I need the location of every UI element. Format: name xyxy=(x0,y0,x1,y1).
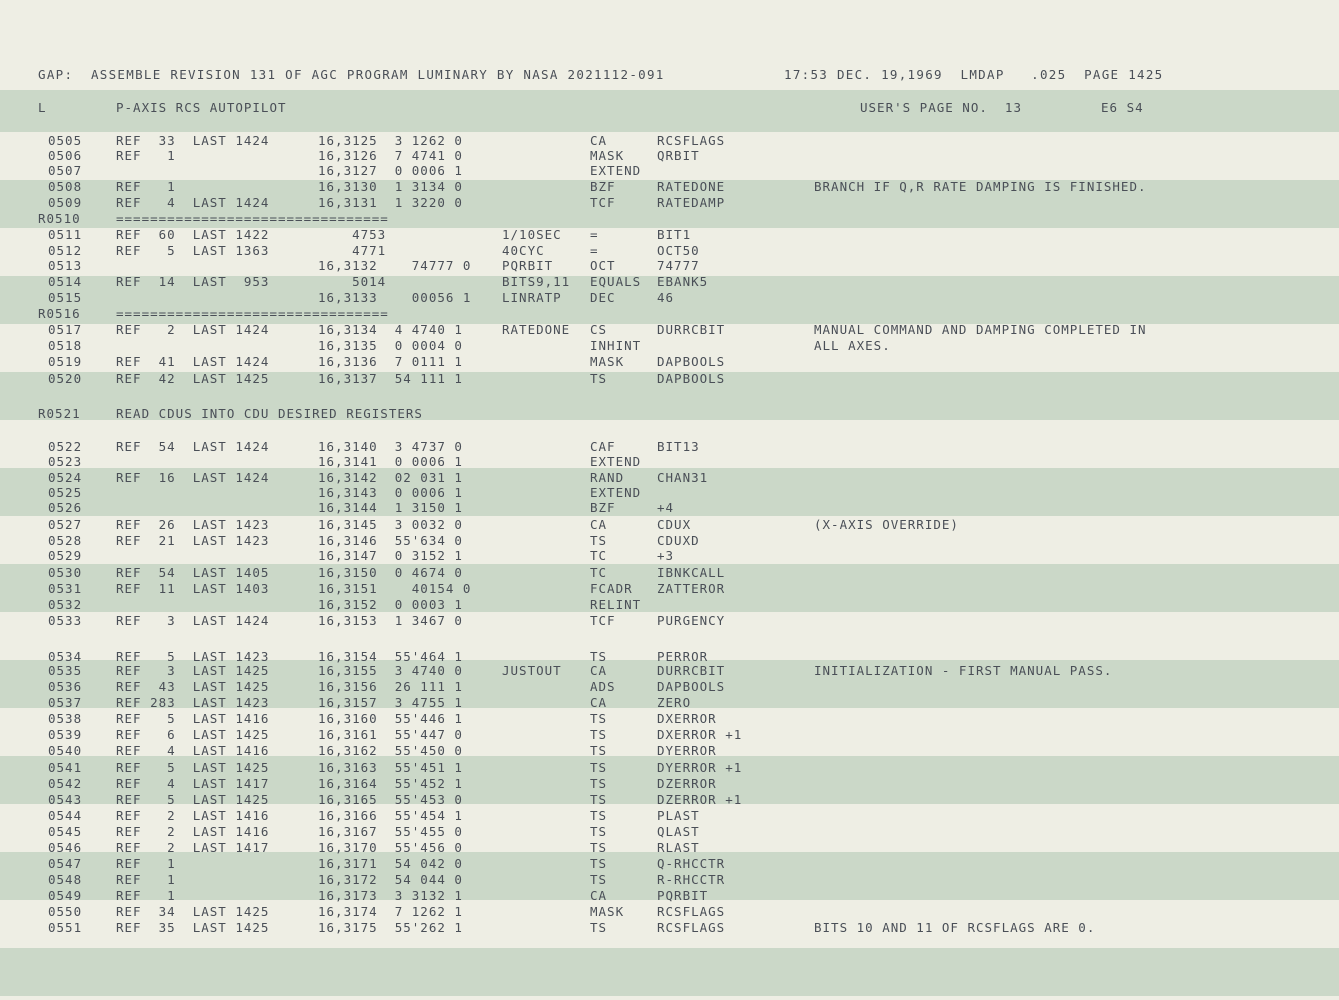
line-number: 0520 xyxy=(48,371,83,386)
operand: RCSFLAGS xyxy=(657,133,726,148)
opcode: MASK xyxy=(590,354,625,369)
operand: Q-RHCCTR xyxy=(657,856,726,871)
address-word: 16,3175 55'262 1 xyxy=(318,920,463,935)
operand: PQRBIT xyxy=(657,888,709,903)
line-number: 0512 xyxy=(48,243,83,258)
operand: ZATTEROR xyxy=(657,581,726,596)
opcode: CA xyxy=(590,133,608,148)
line-number: 0517 xyxy=(48,322,83,337)
line-number: 0526 xyxy=(48,500,83,515)
operand: BIT13 xyxy=(657,439,700,454)
line-number: 0550 xyxy=(48,904,83,919)
reference-info: REF 5 LAST 1416 xyxy=(116,711,270,726)
line-number: 0525 xyxy=(48,485,83,500)
section-code: E6 S4 xyxy=(1101,100,1144,115)
line-number: 0536 xyxy=(48,679,83,694)
reference-info: REF 42 LAST 1425 xyxy=(116,371,270,386)
symbol-label: 1/10SEC xyxy=(502,227,562,242)
line-number: R0516 xyxy=(38,306,81,321)
opcode: EXTEND xyxy=(590,454,642,469)
reference-info: REF 43 LAST 1425 xyxy=(116,679,270,694)
address-word: 16,3160 55'446 1 xyxy=(318,711,463,726)
operand: RCSFLAGS xyxy=(657,920,726,935)
line-number: 0530 xyxy=(48,565,83,580)
operand: DXERROR xyxy=(657,711,717,726)
reference-info: REF 11 LAST 1403 xyxy=(116,581,270,596)
operand: RCSFLAGS xyxy=(657,904,726,919)
line-number: 0551 xyxy=(48,920,83,935)
opcode: RAND xyxy=(590,470,625,485)
reference-info: REF 2 LAST 1417 xyxy=(116,840,270,855)
green-bar-band xyxy=(0,948,1339,996)
line-number: 0549 xyxy=(48,888,83,903)
address-word: 16,3145 3 0032 0 xyxy=(318,517,463,532)
reference-info: REF 1 xyxy=(116,888,176,903)
operand: CDUXD xyxy=(657,533,700,548)
line-number: 0544 xyxy=(48,808,83,823)
opcode: INHINT xyxy=(590,338,642,353)
address-word: 16,3173 3 3132 1 xyxy=(318,888,463,903)
address-word: 16,3170 55'456 0 xyxy=(318,840,463,855)
reference-info: REF 2 LAST 1424 xyxy=(116,322,270,337)
operand: QLAST xyxy=(657,824,700,839)
print-header-left: GAP: ASSEMBLE REVISION 131 OF AGC PROGRAM LUMINARY BY NASA 2021112-091 xyxy=(38,67,665,82)
line-number: 0538 xyxy=(48,711,83,726)
operand: DYERROR +1 xyxy=(657,760,743,775)
operand: PLAST xyxy=(657,808,700,823)
address-word: 16,3126 7 4741 0 xyxy=(318,148,463,163)
comment: ALL AXES. xyxy=(814,338,891,353)
operand: BIT1 xyxy=(657,227,692,242)
opcode: MASK xyxy=(590,148,625,163)
line-number: R0510 xyxy=(38,211,81,226)
operand: IBNKCALL xyxy=(657,565,726,580)
line-number: 0528 xyxy=(48,533,83,548)
reference-info: REF 1 xyxy=(116,179,176,194)
reference-info: REF 5 LAST 1423 xyxy=(116,649,270,664)
line-number: 0541 xyxy=(48,760,83,775)
line-number: 0522 xyxy=(48,439,83,454)
line-number: 0532 xyxy=(48,597,83,612)
comment: BITS 10 AND 11 OF RCSFLAGS ARE 0. xyxy=(814,920,1096,935)
operand: CDUX xyxy=(657,517,692,532)
opcode: ADS xyxy=(590,679,616,694)
line-number: 0531 xyxy=(48,581,83,596)
operand: DAPBOOLS xyxy=(657,354,726,369)
reference-info: REF 4 LAST 1417 xyxy=(116,776,270,791)
section-title: P-AXIS RCS AUTOPILOT xyxy=(116,100,287,115)
address-word: 16,3165 55'453 0 xyxy=(318,792,463,807)
operand: DXERROR +1 xyxy=(657,727,743,742)
opcode: TS xyxy=(590,872,608,887)
reference-info: REF 21 LAST 1423 xyxy=(116,533,270,548)
line-number: 0508 xyxy=(48,179,83,194)
operand: DZERROR xyxy=(657,776,717,791)
line-number: 0535 xyxy=(48,663,83,678)
line-number: 0506 xyxy=(48,148,83,163)
opcode: CAF xyxy=(590,439,616,454)
reference-info: REF 35 LAST 1425 xyxy=(116,920,270,935)
opcode: DEC xyxy=(590,290,616,305)
reference-info: ================================ xyxy=(116,211,389,226)
symbol-label: PQRBIT xyxy=(502,258,554,273)
operand: 46 xyxy=(657,290,675,305)
opcode: CA xyxy=(590,663,608,678)
address-word: 16,3162 55'450 0 xyxy=(318,743,463,758)
address-word: 16,3132 74777 0 xyxy=(318,258,472,273)
line-number: 0540 xyxy=(48,743,83,758)
reference-info: REF 2 LAST 1416 xyxy=(116,824,270,839)
line-number: 0542 xyxy=(48,776,83,791)
line-number: 0505 xyxy=(48,133,83,148)
operand: QRBIT xyxy=(657,148,700,163)
symbol-label: 40CYC xyxy=(502,243,545,258)
line-number: 0519 xyxy=(48,354,83,369)
reference-info: REF 34 LAST 1425 xyxy=(116,904,270,919)
line-number: 0523 xyxy=(48,454,83,469)
line-number: 0515 xyxy=(48,290,83,305)
opcode: TS xyxy=(590,533,608,548)
line-number: 0527 xyxy=(48,517,83,532)
address-word: 16,3152 0 0003 1 xyxy=(318,597,463,612)
address-word: 16,3171 54 042 0 xyxy=(318,856,463,871)
opcode: TC xyxy=(590,565,608,580)
reference-info: REF 3 LAST 1425 xyxy=(116,663,270,678)
comment: MANUAL COMMAND AND DAMPING COMPLETED IN xyxy=(814,322,1147,337)
comment: (X-AXIS OVERRIDE) xyxy=(814,517,959,532)
address-word: 16,3135 0 0004 0 xyxy=(318,338,463,353)
address-word: 16,3136 7 0111 1 xyxy=(318,354,463,369)
address-word: 16,3156 26 111 1 xyxy=(318,679,463,694)
address-word: 16,3125 3 1262 0 xyxy=(318,133,463,148)
opcode: EQUALS xyxy=(590,274,642,289)
address-word: 16,3174 7 1262 1 xyxy=(318,904,463,919)
address-word: 16,3166 55'454 1 xyxy=(318,808,463,823)
operand: DYERROR xyxy=(657,743,717,758)
opcode: TS xyxy=(590,371,608,386)
address-word: 16,3127 0 0006 1 xyxy=(318,163,463,178)
reference-info: REF 5 LAST 1425 xyxy=(116,792,270,807)
address-word: 16,3141 0 0006 1 xyxy=(318,454,463,469)
operand: RATEDAMP xyxy=(657,195,726,210)
opcode: BZF xyxy=(590,500,616,515)
address-word: 16,3150 0 4674 0 xyxy=(318,565,463,580)
operand: RATEDONE xyxy=(657,179,726,194)
operand: +4 xyxy=(657,500,675,515)
reference-info: REF 5 LAST 1363 xyxy=(116,243,270,258)
opcode: FCADR xyxy=(590,581,633,596)
operand: DURRCBIT xyxy=(657,663,726,678)
line-number: 0507 xyxy=(48,163,83,178)
address-word: 16,3154 55'464 1 xyxy=(318,649,463,664)
opcode: TS xyxy=(590,920,608,935)
comment: BRANCH IF Q,R RATE DAMPING IS FINISHED. xyxy=(814,179,1147,194)
address-word: 16,3151 40154 0 xyxy=(318,581,472,596)
line-number: 0533 xyxy=(48,613,83,628)
opcode: MASK xyxy=(590,904,625,919)
line-number: 0534 xyxy=(48,649,83,664)
reference-info: REF 5 LAST 1425 xyxy=(116,760,270,775)
reference-info: REF 16 LAST 1424 xyxy=(116,470,270,485)
operand: DZERROR +1 xyxy=(657,792,743,807)
line-number: 0543 xyxy=(48,792,83,807)
symbol-label: JUSTOUT xyxy=(502,663,562,678)
reference-info: REF 2 LAST 1416 xyxy=(116,808,270,823)
line-number: 0546 xyxy=(48,840,83,855)
line-number: 0547 xyxy=(48,856,83,871)
address-word: 5014 xyxy=(318,274,387,289)
symbol-label: RATEDONE xyxy=(502,322,571,337)
line-number: 0548 xyxy=(48,872,83,887)
opcode: TS xyxy=(590,792,608,807)
operand: ZERO xyxy=(657,695,692,710)
line-number: 0545 xyxy=(48,824,83,839)
address-word: 16,3137 54 111 1 xyxy=(318,371,463,386)
address-word: 4771 xyxy=(318,243,387,258)
reference-info: REF 283 LAST 1423 xyxy=(116,695,270,710)
opcode: CA xyxy=(590,517,608,532)
opcode: OCT xyxy=(590,258,616,273)
reference-info: REF 41 LAST 1424 xyxy=(116,354,270,369)
operand: PERROR xyxy=(657,649,709,664)
line-number: 0509 xyxy=(48,195,83,210)
line-number: 0524 xyxy=(48,470,83,485)
opcode: TCF xyxy=(590,195,616,210)
address-word: 4753 xyxy=(318,227,387,242)
operand: R-RHCCTR xyxy=(657,872,726,887)
opcode: TS xyxy=(590,824,608,839)
reference-info: ================================ xyxy=(116,306,389,321)
operand: PURGENCY xyxy=(657,613,726,628)
opcode: TS xyxy=(590,840,608,855)
reference-info: REF 60 LAST 1422 xyxy=(116,227,270,242)
line-number: 0529 xyxy=(48,548,83,563)
operand: DURRCBIT xyxy=(657,322,726,337)
address-word: 16,3140 3 4737 0 xyxy=(318,439,463,454)
comment: INITIALIZATION - FIRST MANUAL PASS. xyxy=(814,663,1113,678)
section-mark: L xyxy=(38,100,47,115)
opcode: TCF xyxy=(590,613,616,628)
address-word: 16,3172 54 044 0 xyxy=(318,872,463,887)
line-number: R0521 xyxy=(38,406,81,421)
operand: EBANK5 xyxy=(657,274,709,289)
symbol-label: LINRATP xyxy=(502,290,562,305)
reference-info: REF 33 LAST 1424 xyxy=(116,133,270,148)
opcode: CS xyxy=(590,322,608,337)
reference-info: REF 54 LAST 1424 xyxy=(116,439,270,454)
reference-info: REF 1 xyxy=(116,856,176,871)
operand: 74777 xyxy=(657,258,700,273)
line-number: 0539 xyxy=(48,727,83,742)
reference-info: REF 1 xyxy=(116,148,176,163)
opcode: TS xyxy=(590,711,608,726)
operand: DAPBOOLS xyxy=(657,679,726,694)
users-page-number: USER'S PAGE NO. 13 xyxy=(860,100,1022,115)
line-number: 0537 xyxy=(48,695,83,710)
address-word: 16,3143 0 0006 1 xyxy=(318,485,463,500)
line-number: 0511 xyxy=(48,227,83,242)
opcode: TS xyxy=(590,856,608,871)
reference-info: REF 4 LAST 1416 xyxy=(116,743,270,758)
opcode: = xyxy=(590,227,599,242)
reference-info: REF 1 xyxy=(116,872,176,887)
opcode: TC xyxy=(590,548,608,563)
line-number: 0518 xyxy=(48,338,83,353)
opcode: EXTEND xyxy=(590,163,642,178)
address-word: 16,3163 55'451 1 xyxy=(318,760,463,775)
address-word: 16,3134 4 4740 1 xyxy=(318,322,463,337)
operand: OCT50 xyxy=(657,243,700,258)
address-word: 16,3146 55'634 0 xyxy=(318,533,463,548)
reference-info: REF 26 LAST 1423 xyxy=(116,517,270,532)
opcode: TS xyxy=(590,808,608,823)
opcode: CA xyxy=(590,695,608,710)
opcode: TS xyxy=(590,727,608,742)
reference-info: REF 3 LAST 1424 xyxy=(116,613,270,628)
opcode: RELINT xyxy=(590,597,642,612)
reference-info: REF 54 LAST 1405 xyxy=(116,565,270,580)
address-word: 16,3153 1 3467 0 xyxy=(318,613,463,628)
reference-info: REF 6 LAST 1425 xyxy=(116,727,270,742)
address-word: 16,3131 1 3220 0 xyxy=(318,195,463,210)
address-word: 16,3133 00056 1 xyxy=(318,290,472,305)
address-word: 16,3144 1 3150 1 xyxy=(318,500,463,515)
reference-info: READ CDUS INTO CDU DESIRED REGISTERS xyxy=(116,406,423,421)
address-word: 16,3130 1 3134 0 xyxy=(318,179,463,194)
reference-info: REF 14 LAST 953 xyxy=(116,274,270,289)
opcode: EXTEND xyxy=(590,485,642,500)
operand: DAPBOOLS xyxy=(657,371,726,386)
symbol-label: BITS9,11 xyxy=(502,274,571,289)
opcode: BZF xyxy=(590,179,616,194)
address-word: 16,3161 55'447 0 xyxy=(318,727,463,742)
opcode: TS xyxy=(590,743,608,758)
address-word: 16,3164 55'452 1 xyxy=(318,776,463,791)
operand: RLAST xyxy=(657,840,700,855)
opcode: CA xyxy=(590,888,608,903)
reference-info: REF 4 LAST 1424 xyxy=(116,195,270,210)
opcode: TS xyxy=(590,649,608,664)
print-header-right: 17:53 DEC. 19,1969 LMDAP .025 PAGE 1425 xyxy=(784,67,1164,82)
address-word: 16,3167 55'455 0 xyxy=(318,824,463,839)
line-number: 0514 xyxy=(48,274,83,289)
operand: +3 xyxy=(657,548,675,563)
opcode: TS xyxy=(590,776,608,791)
address-word: 16,3147 0 3152 1 xyxy=(318,548,463,563)
operand: CHAN31 xyxy=(657,470,709,485)
opcode: TS xyxy=(590,760,608,775)
address-word: 16,3155 3 4740 0 xyxy=(318,663,463,678)
line-number: 0513 xyxy=(48,258,83,273)
address-word: 16,3157 3 4755 1 xyxy=(318,695,463,710)
opcode: = xyxy=(590,243,599,258)
address-word: 16,3142 02 031 1 xyxy=(318,470,463,485)
